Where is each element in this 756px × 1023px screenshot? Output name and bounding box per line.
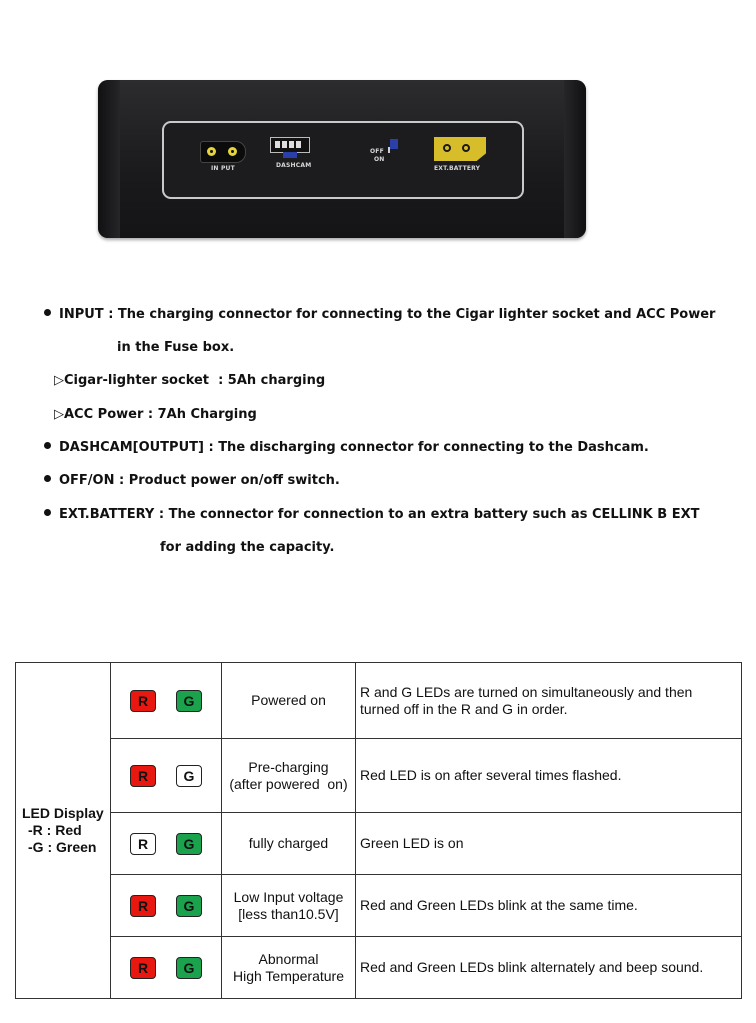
led-state bbox=[222, 875, 356, 937]
led-legend-title: LED Display bbox=[22, 805, 104, 821]
led-description-line1: R and G LEDs are turned on simultaneously and then bbox=[360, 683, 693, 700]
led-table-row bbox=[16, 663, 742, 739]
led-state bbox=[222, 663, 356, 739]
desc-input: INPUT : The charging connector for connecting to the Cigar lighter socket and ACC Power bbox=[44, 307, 715, 322]
port-panel bbox=[162, 121, 524, 199]
led-state-line1: Pre-charging bbox=[248, 758, 329, 775]
red-led-icon: R bbox=[130, 690, 156, 712]
led-description-line1: Red LED is on after several times flashed. bbox=[360, 767, 622, 783]
led-description bbox=[356, 813, 742, 875]
desc-dashcam: DASHCAM[OUTPUT] : The discharging connector for connecting to the Dashcam. bbox=[44, 440, 649, 455]
dashcam-port-icon bbox=[270, 137, 310, 153]
green-led-icon: G bbox=[176, 690, 202, 712]
green-led-icon: G bbox=[176, 895, 202, 917]
led-description-line2: turned off in the R and G in order. bbox=[360, 700, 568, 717]
led-state-line2: High Temperature bbox=[232, 967, 345, 984]
led-legend-red: -R : Red bbox=[28, 822, 82, 838]
desc-cigar: ▷Cigar-lighter socket : 5Ah charging bbox=[54, 373, 326, 388]
led-state-line2: (after powered on) bbox=[229, 775, 348, 792]
dashcam-port-label: DASHCAM bbox=[276, 162, 312, 169]
led-table-row bbox=[16, 739, 742, 813]
input-port-label: IN PUT bbox=[211, 165, 235, 172]
led-description-line1: Green LED is on bbox=[360, 835, 464, 851]
led-description-line1: Red and Green LEDs blink alternately and beep sound. bbox=[360, 959, 704, 975]
desc-offon: OFF/ON : Product power on/off switch. bbox=[44, 473, 340, 488]
desc-acc: ▷ACC Power : 7Ah Charging bbox=[54, 407, 257, 422]
bullet-icon bbox=[44, 442, 51, 449]
led-description-line1: Red and Green LEDs blink at the same time. bbox=[360, 897, 638, 913]
red-led-icon: R bbox=[130, 765, 156, 787]
led-state-line1: Low Input voltage bbox=[233, 888, 344, 905]
switch-indicator-icon bbox=[388, 147, 390, 153]
red-led-icon: R bbox=[130, 957, 156, 979]
desc-ext-cont: for adding the capacity. bbox=[160, 540, 335, 555]
led-legend-green: -G : Green bbox=[28, 839, 97, 855]
switch-off-label: OFF bbox=[370, 148, 384, 155]
ext-battery-port-label: EXT.BATTERY bbox=[434, 165, 481, 172]
led-description bbox=[356, 937, 742, 999]
bullet-icon bbox=[44, 475, 51, 482]
led-state bbox=[222, 813, 356, 875]
led-indicators bbox=[111, 739, 222, 813]
input-port-icon bbox=[200, 141, 246, 163]
led-indicators bbox=[111, 875, 222, 937]
dashcam-port-tab-icon bbox=[283, 152, 297, 158]
led-indicators bbox=[111, 937, 222, 999]
bullet-icon bbox=[44, 309, 51, 316]
led-legend bbox=[16, 663, 111, 999]
led-description bbox=[356, 875, 742, 937]
green-led-icon: G bbox=[176, 833, 202, 855]
red-led-icon: R bbox=[130, 895, 156, 917]
led-table-row bbox=[16, 813, 742, 875]
led-state bbox=[222, 739, 356, 813]
led-state-line2: [less than10.5V] bbox=[238, 905, 339, 922]
led-description bbox=[356, 663, 742, 739]
power-switch-icon bbox=[390, 139, 398, 149]
device-illustration bbox=[98, 80, 586, 238]
led-table-row bbox=[16, 875, 742, 937]
ext-battery-port-icon bbox=[434, 137, 486, 161]
led-indicators bbox=[111, 663, 222, 739]
led-state bbox=[222, 937, 356, 999]
desc-ext: EXT.BATTERY : The connector for connection to an extra battery such as CELLINK B EXT bbox=[44, 507, 699, 522]
led-state-line1: Powered on bbox=[251, 692, 326, 708]
led-indicators bbox=[111, 813, 222, 875]
led-table-row bbox=[16, 937, 742, 999]
led-state-line1: Abnormal bbox=[258, 950, 319, 967]
green-led-icon: G bbox=[176, 957, 202, 979]
desc-input-cont: in the Fuse box. bbox=[117, 340, 235, 355]
switch-on-label: ON bbox=[374, 156, 385, 163]
bullet-icon bbox=[44, 509, 51, 516]
led-display-table bbox=[15, 662, 742, 999]
led-state-line1: fully charged bbox=[248, 835, 329, 851]
led-description bbox=[356, 739, 742, 813]
red-led-icon: R bbox=[130, 833, 156, 855]
green-led-icon: G bbox=[176, 765, 202, 787]
